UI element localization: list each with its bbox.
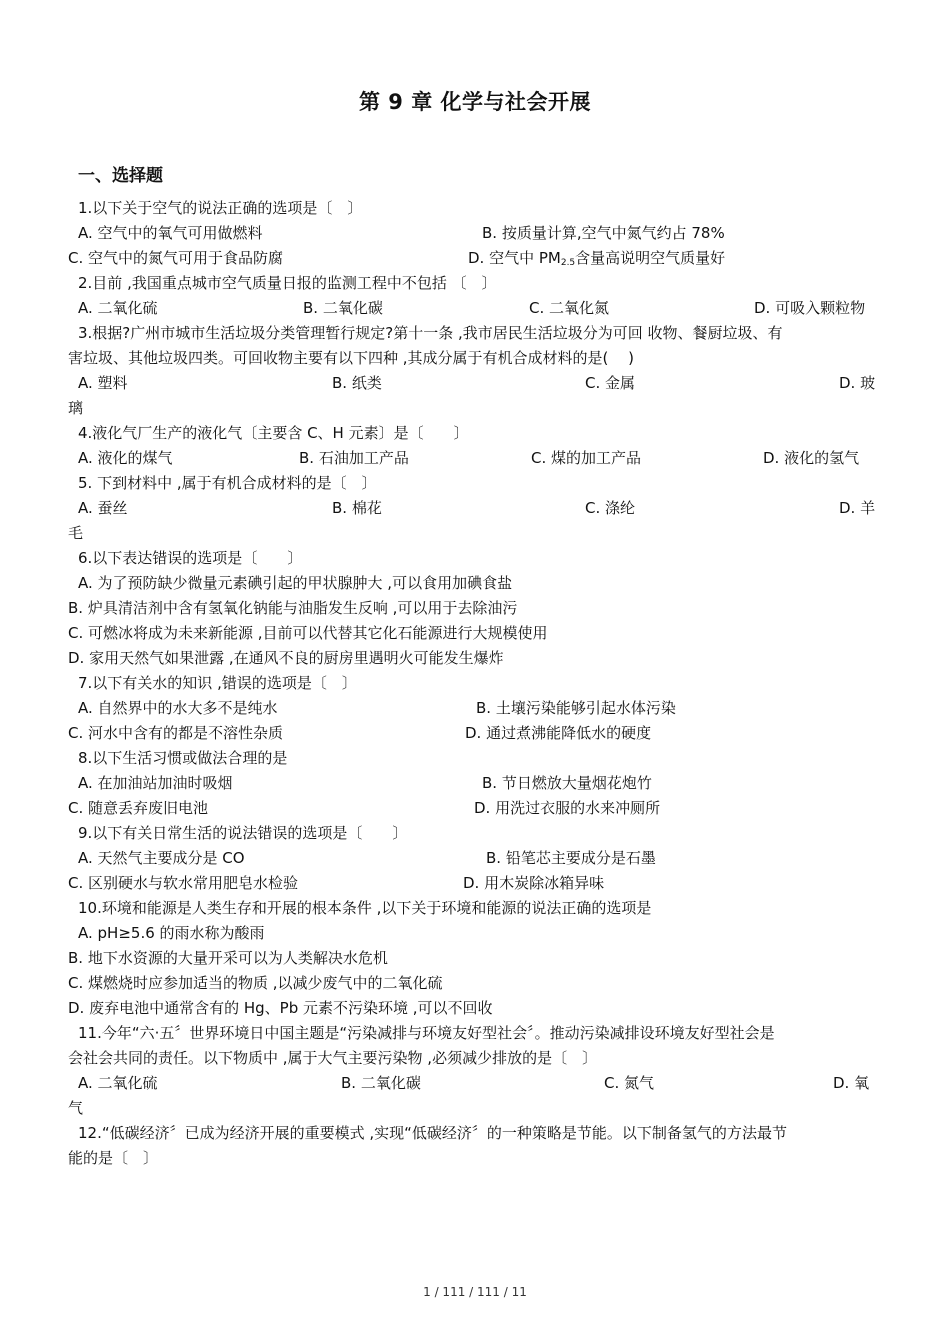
option-a: A. 塑料: [78, 374, 128, 392]
option-row: [68, 296, 888, 321]
page-title: 第 9 章 化学与社会开展: [358, 90, 592, 114]
question-stem-line-2: 能的是〔 〕: [68, 1149, 159, 1167]
option-b: B. 铅笔芯主要成分是石墨: [486, 849, 656, 867]
option-d-subscript: 2.5: [560, 258, 576, 268]
option-c: C. 可燃冰将成为未来新能源 ,目前可以代替其它化石能源进行大规模使用: [68, 624, 548, 642]
question-stem: 6.以下表达错误的选项是〔 〕: [78, 549, 303, 567]
option-a: A. 液化的煤气: [78, 449, 173, 467]
option-c: C. 二氧化氮: [529, 299, 610, 317]
option-a: A. pH≥5.6 的雨水称为酸雨: [78, 924, 265, 942]
option-d: D. 液化的氢气: [763, 449, 860, 467]
option-row: [68, 771, 888, 796]
option-c: C. 涤纶: [585, 499, 636, 517]
option-a: A. 天然气主要成分是 CO: [78, 849, 245, 867]
option-d-suffix: 含量高说明空气质量好: [575, 249, 726, 267]
question-stem: 2.目前 ,我国重点城市空气质量日报的监测工程中不包括 〔 〕: [78, 274, 497, 292]
question-stem-line-1: 3.根据?广州市城市生活垃圾分类管理暂行规定?第十一条 ,我市居民生活垃圾分为可回 收物、餐厨垃圾、有: [78, 324, 783, 342]
option-c: C. 空气中的氮气可用于食品防腐: [68, 249, 284, 267]
option-d: D. 玻: [839, 374, 876, 392]
option-d: D. 用洗过衣服的水来冲厕所: [474, 799, 661, 817]
option-c: C. 随意丢弃废旧电池: [68, 799, 209, 817]
option-a: A. 蚕丝: [78, 499, 128, 517]
option-row: [68, 846, 888, 871]
option-d: D. 羊: [839, 499, 876, 517]
option-wrap-text: 毛: [68, 524, 84, 542]
question-stem: 9.以下有关日常生活的说法错误的选项是〔 〕: [78, 824, 408, 842]
option-row: [68, 496, 888, 521]
option-b: B. 节日燃放大量烟花炮竹: [482, 774, 652, 792]
option-row: [68, 221, 888, 246]
section-heading: 一、选择题: [78, 166, 163, 186]
option-c: C. 煤的加工产品: [531, 449, 642, 467]
option-d: D. 通过煮沸能降低水的硬度: [465, 724, 652, 742]
question-stem-line-1: 11.今年“六·五〞世界环境日中国主题是“污染减排与环境友好型社会〞。推动污染减排设环境友好型社会是: [78, 1024, 775, 1042]
question-stem-line-2: 害垃圾、其他垃圾四类。可回收物主要有以下四种 ,其成分属于有机合成材料的是( ): [68, 349, 635, 367]
option-d: D. 可吸入颗粒物: [754, 299, 866, 317]
option-d: D. 家用天然气如果泄露 ,在通风不良的厨房里遇明火可能发生爆炸: [68, 649, 504, 667]
question-stem-line-1: 12.“低碳经济〞已成为经济开展的重要模式 ,实现“低碳经济〞的一种策略是节能。以下制备氢气的方法最节: [78, 1124, 787, 1142]
option-b: B. 纸类: [332, 374, 382, 392]
option-wrap-text: 气: [68, 1099, 84, 1117]
option-d-prefix: D. 空气中 PM: [468, 249, 561, 267]
option-c: C. 区别硬水与软水常用肥皂水检验: [68, 874, 299, 892]
option-a: A. 空气中的氧气可用做燃料: [78, 224, 263, 242]
question-stem: 7.以下有关水的知识 ,错误的选项是〔 〕: [78, 674, 357, 692]
option-b: B. 石油加工产品: [299, 449, 409, 467]
option-row: [68, 721, 888, 746]
option-b: B. 二氧化碳: [341, 1074, 421, 1092]
option-b: B. 地下水资源的大量开采可以为人类解决水危机: [68, 949, 388, 967]
question-stem-line-2: 会社会共同的责任。以下物质中 ,属于大气主要污染物 ,必须减少排放的是〔 〕: [68, 1049, 598, 1067]
option-b: B. 土壤污染能够引起水体污染: [476, 699, 676, 717]
option-b: B. 棉花: [332, 499, 382, 517]
option-c: C. 煤燃烧时应参加适当的物质 ,以减少废气中的二氧化硫: [68, 974, 443, 992]
option-row: [68, 1071, 888, 1096]
question-stem: 5. 下到材料中 ,属于有机合成材料的是〔 〕: [78, 474, 377, 492]
option-d: D. 用木炭除冰箱异味: [463, 874, 605, 892]
option-row: [68, 371, 888, 396]
page-footer: 1 / 111 / 111 / 11: [423, 1285, 527, 1299]
option-b: B. 炉具清洁剂中含有氢氧化钠能与油脂发生反响 ,可以用于去除油污: [68, 599, 518, 617]
question-stem: 10.环境和能源是人类生存和开展的根本条件 ,以下关于环境和能源的说法正确的选项是: [78, 899, 652, 917]
option-c: C. 氮气: [604, 1074, 655, 1092]
option-d: D. 氧: [833, 1074, 870, 1092]
question-list: [68, 196, 888, 1171]
option-a: A. 自然界中的水大多不是纯水: [78, 699, 278, 717]
option-b: B. 按质量计算,空气中氮气约占 78%: [482, 224, 725, 242]
option-d: D. 废弃电池中通常含有的 Hg、Pb 元素不污染环境 ,可以不回收: [68, 999, 493, 1017]
option-b: B. 二氧化碳: [303, 299, 383, 317]
question-stem: 8.以下生活习惯或做法合理的是: [78, 749, 288, 767]
option-row: [68, 696, 888, 721]
option-c: C. 金属: [585, 374, 636, 392]
option-a: A. 二氧化硫: [78, 299, 158, 317]
option-row: [68, 446, 888, 471]
option-row: [68, 796, 888, 821]
option-a: A. 在加油站加油时吸烟: [78, 774, 233, 792]
option-a: A. 为了预防缺少微量元素碘引起的甲状腺肿大 ,可以食用加碘食盐: [78, 574, 513, 592]
question-stem: 1.以下关于空气的说法正确的选项是〔 〕: [78, 199, 363, 217]
question-stem: 4.液化气厂生产的液化气〔主要含 C、H 元素〕是〔 〕: [78, 424, 469, 442]
option-wrap-text: 璃: [68, 399, 84, 417]
option-row: [68, 246, 888, 271]
option-a: A. 二氧化硫: [78, 1074, 158, 1092]
option-row: [68, 871, 888, 896]
option-c: C. 河水中含有的都是不溶性杂质: [68, 724, 284, 742]
